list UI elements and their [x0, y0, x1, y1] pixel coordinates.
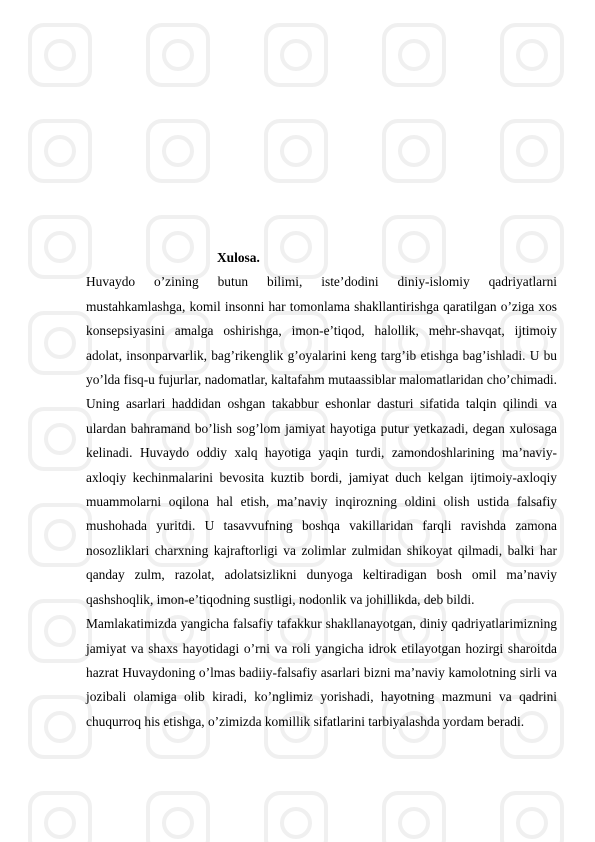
watermark-ring — [46, 617, 74, 645]
watermark-ring — [400, 809, 428, 837]
watermark-tile — [266, 121, 326, 181]
watermark-ring — [46, 137, 74, 165]
watermark-ring — [518, 137, 546, 165]
watermark-tile — [502, 25, 562, 85]
document-body — [86, 246, 557, 734]
watermark-ring — [400, 41, 428, 69]
watermark-ring — [46, 233, 74, 261]
section-heading: Xulosa. — [217, 250, 260, 265]
watermark-ring — [282, 41, 310, 69]
watermark-ring — [282, 137, 310, 165]
watermark-tile — [384, 25, 444, 85]
watermark-ring — [518, 41, 546, 69]
watermark-ring — [518, 809, 546, 837]
watermark-tile — [266, 25, 326, 85]
watermark-ring — [46, 713, 74, 741]
watermark-ring — [46, 41, 74, 69]
watermark-ring — [46, 521, 74, 549]
watermark-tile — [30, 697, 90, 757]
watermark-tile — [30, 505, 90, 565]
watermark-tile — [30, 313, 90, 373]
watermark-ring — [164, 137, 192, 165]
watermark-tile — [30, 121, 90, 181]
watermark-ring — [164, 809, 192, 837]
paragraph-1: Huvaydo o’zining butun bilimi, iste’dodini diniy-islomiy qadriyatlarni mustahkamlashga, komil insonni har tomonlama shakllantirishga qaratilgan o’ziga xos konsepsiyasini amalga oshirishga, imon-e’tiqod, halollik, mehr-shavqat, ijtimoiy adolat, insonparvarlik, bag’rikenglik g’oyalarini keng targ’ib etishga bag’ishladi. U bu yo’lda fisq-u fujurlar, nadomatlar, kaltafahm mutaassiblar malomatlaridan cho’chimadi. Uning asarlari haddidan oshgan takabbur eshonlar dasturi sifatida talqin qilindi va ulardan bahramand bo’lish sog’lom jamiyat hayotiga putur yetkazadi, degan xulosaga kelinadi. Huvaydo oddiy xalq hayotiga yaqin turdi, zamondoshlarining ma’naviy-axloqiy kechinmalarini bevosita kuztib bordi, jamiyat duch kelgan ijtimoiy-axloqiy muammolarni oqilona hal etish, ma’naviy inqirozning oldini olish ustida falsafiy mushohada yuritdi. U tasavvufning boshqa vakillaridan farqli ravishda zamona nosozliklari charxning kajraftorligi va zolimlar zulmidan shikoyat qilmadi, balki har qanday zulm, razolat, adolatsizlikni dunyoga keltiradigan bosh omil ma’naviy qashshoqlik, imon-e’tiqodning sustligi, nodonlik va johillikda, deb bildi. — [86, 274, 557, 607]
watermark-tile — [30, 217, 90, 277]
watermark-tile — [502, 121, 562, 181]
watermark-ring — [282, 809, 310, 837]
paragraph-2: Mamlakatimizda yangicha falsafiy tafakkur shakllanayotgan, diniy qadriyatlarimizning jamiyat va shaxs hayotidagi o’rni va roli yangicha idrok etilayotgan hozirgi sharoitda hazrat Huvaydoning o’lmas badiiy-falsafiy asarlari bizni ma’naviy kamolotning sirli va jozibali olamiga olib kiradi, ko’nglimiz yorishadi, hayotning mazmuni va qadrini chuqurroq his etishga, o’zimizda komillik sifatlarini tarbiyalashda yordam beradi. — [86, 616, 557, 729]
watermark-tile — [30, 793, 90, 842]
watermark-tile — [30, 25, 90, 85]
watermark-tile — [384, 793, 444, 842]
watermark-ring — [164, 41, 192, 69]
watermark-tile — [502, 793, 562, 842]
watermark-tile — [30, 601, 90, 661]
watermark-tile — [148, 121, 208, 181]
watermark-tile — [148, 793, 208, 842]
watermark-tile — [266, 793, 326, 842]
watermark-ring — [46, 329, 74, 357]
watermark-tile — [384, 121, 444, 181]
watermark-ring — [46, 425, 74, 453]
watermark-tile — [30, 409, 90, 469]
watermark-tile — [148, 25, 208, 85]
watermark-ring — [46, 809, 74, 837]
watermark-ring — [400, 137, 428, 165]
